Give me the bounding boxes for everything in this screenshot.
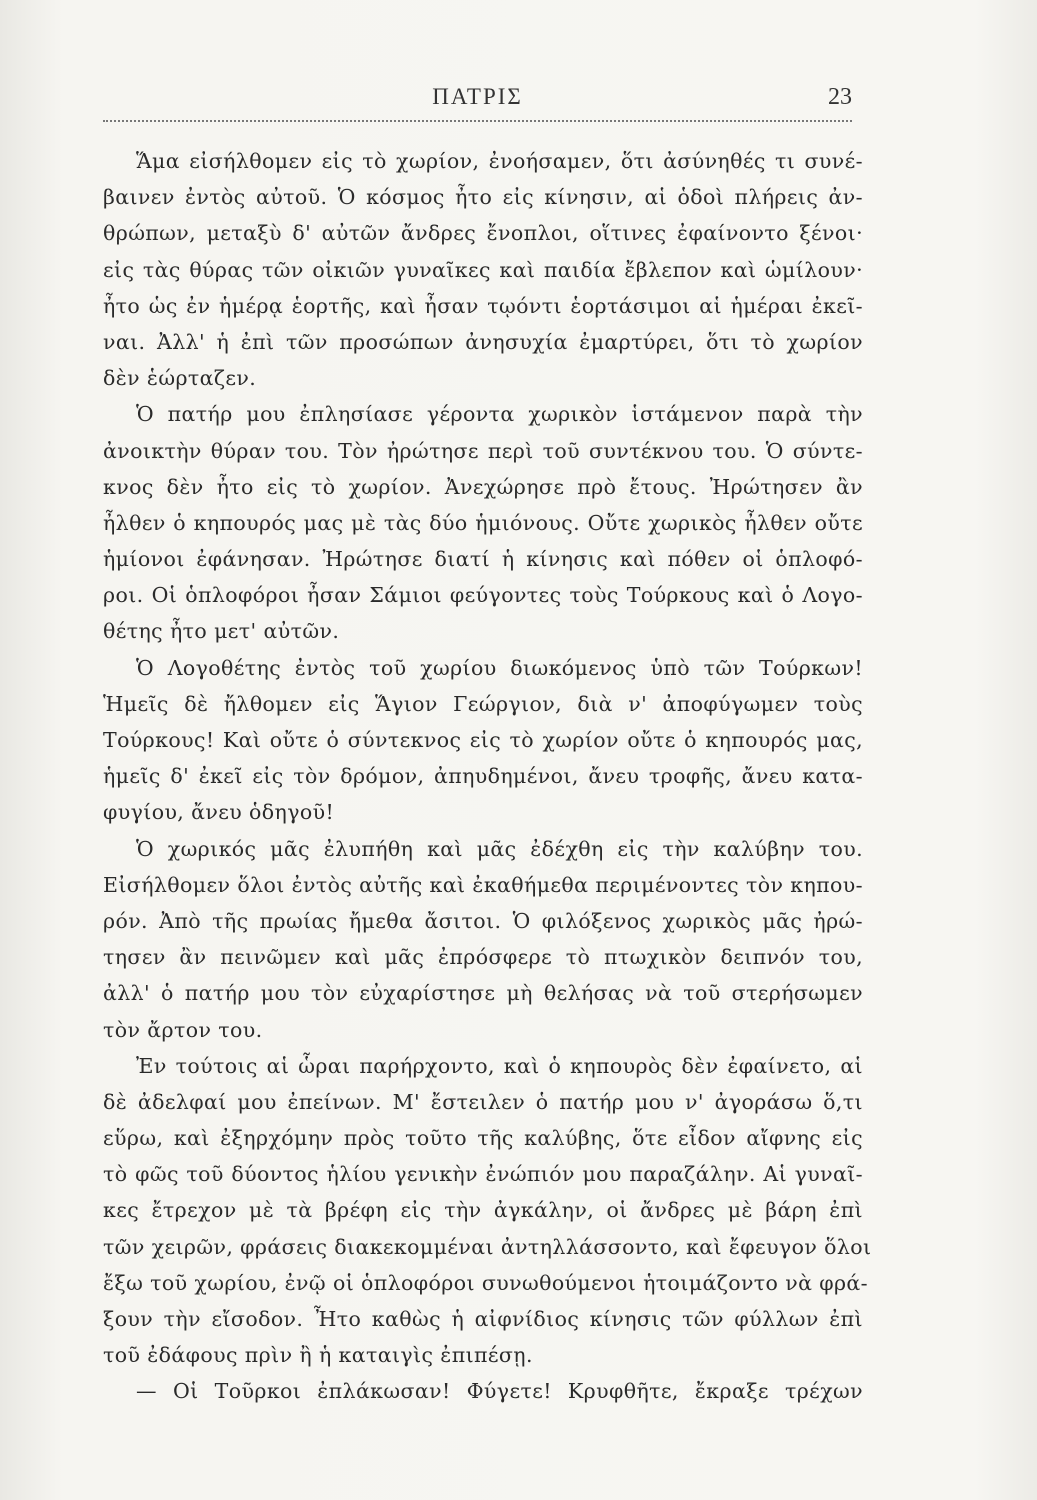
text-line: ναι. Ἀλλ' ἡ ἐπὶ τῶν προσώπων ἀνησυχία ἐμαρτύρει, ὅτι τὸ χωρίον [103, 329, 863, 354]
text-line: ἡμίονοι ἐφάνησαν. Ἠρώτησε διατί ἡ κίνησις καὶ πόθεν οἱ ὁπλοφό- [103, 547, 863, 572]
text-line: Ἅμα εἰσήλθομεν εἰς τὸ χωρίον, ἐνοήσαμεν, ὅτι ἀσύνηθές τι συνέ- [136, 149, 863, 173]
paragraph [103, 1373, 863, 1409]
text-line: ροι. Οἱ ὁπλοφόροι ἦσαν Σάμιοι φεύγοντες τοὺς Τούρκους καὶ ὁ Λογο- [103, 583, 863, 608]
text-line: τῶν χειρῶν, φράσεις διακεκομμέναι ἀντηλλάσσοντο, καὶ ἔφευγον ὅλοι [103, 1234, 872, 1259]
text-line: θρώπων, μεταξὺ δ' αὐτῶν ἄνδρες ἔνοπλοι, οἵτινες ἐφαίνοντο ξένοι· [103, 221, 863, 246]
text-line: ἀλλ' ὁ πατήρ μου τὸν εὐχαρίστησε μὴ θελήσας νὰ τοῦ στερήσωμεν [103, 981, 863, 1006]
text-line: θέτης ἦτο μετ' αὐτῶν. [103, 619, 340, 644]
text-line: Ὁ χωρικός μᾶς ἐλυπήθη καὶ μᾶς ἐδέχθη εἰς τὴν καλύβην του. [136, 836, 863, 861]
text-line: Ὁ πατήρ μου ἐπλησίασε γέροντα χωρικὸν ἱστάμενον παρὰ τὴν [136, 402, 863, 427]
text-line: Εἰσήλθομεν ὅλοι ἐντὸς αὐτῆς καὶ ἐκαθήμεθα περιμένοντες τὸν κηπου- [103, 872, 863, 897]
text-line: Ὁ Λογοθέτης ἐντὸς τοῦ χωρίου διωκόμενος ὑπὸ τῶν Τούρκων! [136, 655, 863, 680]
paragraph [103, 650, 863, 831]
text-line: Ἡμεῖς δὲ ἤλθομεν εἰς Ἅγιον Γεώργιον, διὰ ν' ἀποφύγωμεν τοὺς [103, 691, 863, 716]
text-line: — Οἱ Τοῦρκοι ἐπλάκωσαν! Φύγετε! Κρυφθῆτε, ἔκραξε τρέχων [136, 1379, 863, 1404]
text-line: τοῦ ἐδάφους πρὶν ἢ ἡ καταιγὶς ἐπιπέσῃ. [103, 1343, 533, 1368]
text-line: ἀνοικτὴν θύραν του. Τὸν ἠρώτησε περὶ τοῦ συντέκνου του. Ὁ σύντε- [103, 438, 863, 463]
header-rule [103, 120, 852, 122]
text-line: ἔξω τοῦ χωρίου, ἐνῷ οἱ ὁπλοφόροι συνωθούμενοι ἡτοιμάζοντο νὰ φρά- [103, 1270, 869, 1295]
text-line: τὸ φῶς τοῦ δύοντος ἡλίου γενικὴν ἐνώπιόν μου παραζάλην. Αἱ γυναῖ- [103, 1162, 863, 1187]
paragraph [103, 143, 863, 396]
running-title: ΠΑΤΡΙΣ [432, 84, 523, 109]
text-line: δὲν ἑώρταζεν. [103, 366, 257, 391]
page-header [103, 84, 852, 124]
body-text [103, 143, 872, 1410]
text-line: ἦτο ὡς ἐν ἡμέρᾳ ἑορτῆς, καὶ ἦσαν τῳόντι ἑορτάσιμοι αἱ ἡμέραι ἐκεῖ- [103, 293, 863, 318]
text-line: δὲ ἀδελφαί μου ἐπείνων. Μ' ἔστειλεν ὁ πατήρ μου ν' ἀγοράσω ὅ,τι [103, 1089, 863, 1114]
paragraph [103, 1048, 872, 1374]
text-line: ξουν τὴν εἴσοδον. Ἦτο καθὼς ἡ αἰφνίδιος κίνησις τῶν φύλλων ἐπὶ [103, 1307, 863, 1331]
page-number: 23 [828, 84, 852, 110]
text-line: τησεν ἂν πεινῶμεν καὶ μᾶς ἐπρόσφερε τὸ πτωχικὸν δειπνόν του, [103, 945, 863, 970]
text-line: κνος δὲν ἦτο εἰς τὸ χωρίον. Ἀνεχώρησε πρὸ ἔτους. Ἠρώτησεν ἂν [103, 474, 863, 499]
text-line: βαινεν ἐντὸς αὐτοῦ. Ὁ κόσμος ἦτο εἰς κίνησιν, αἱ ὁδοὶ πλήρεις ἀν- [103, 185, 863, 210]
text-line: εἰς τὰς θύρας τῶν οἰκιῶν γυναῖκες καὶ παιδία ἔβλεπον καὶ ὡμίλουν· [103, 257, 863, 282]
text-line: κες ἔτρεχον μὲ τὰ βρέφη εἰς τὴν ἀγκάλην, οἱ ἄνδρες μὲ βάρη ἐπὶ [103, 1198, 863, 1223]
text-line: τὸν ἄρτον του. [103, 1017, 263, 1042]
text-line: Τούρκους! Καὶ οὔτε ὁ σύντεκνος εἰς τὸ χωρίον οὔτε ὁ κηπουρός μας, [103, 728, 863, 752]
text-line: ρόν. Ἀπὸ τῆς πρωίας ἤμεθα ἄσιτοι. Ὁ φιλόξενος χωρικὸς μᾶς ἠρώ- [103, 908, 863, 933]
text-line: Ἐν τούτοις αἱ ὧραι παρήρχοντο, καὶ ὁ κηπουρὸς δὲν ἐφαίνετο, αἱ [136, 1053, 863, 1078]
text-line: ἦλθεν ὁ κηπουρός μας μὲ τὰς δύο ἡμιόνους. Οὔτε χωρικὸς ἦλθεν οὔτε [103, 510, 863, 535]
text-line: φυγίου, ἄνευ ὁδηγοῦ! [103, 800, 335, 825]
paragraph [103, 831, 863, 1048]
text-line: ἡμεῖς δ' ἐκεῖ εἰς τὸν δρόμον, ἀπηυδημένοι, ἄνευ τροφῆς, ἄνευ κατα- [103, 764, 863, 789]
paragraph [103, 396, 863, 649]
text-line: εὕρω, καὶ ἐξηρχόμην πρὸς τοῦτο τῆς καλύβης, ὅτε εἶδον αἴφνης εἰς [103, 1126, 863, 1151]
